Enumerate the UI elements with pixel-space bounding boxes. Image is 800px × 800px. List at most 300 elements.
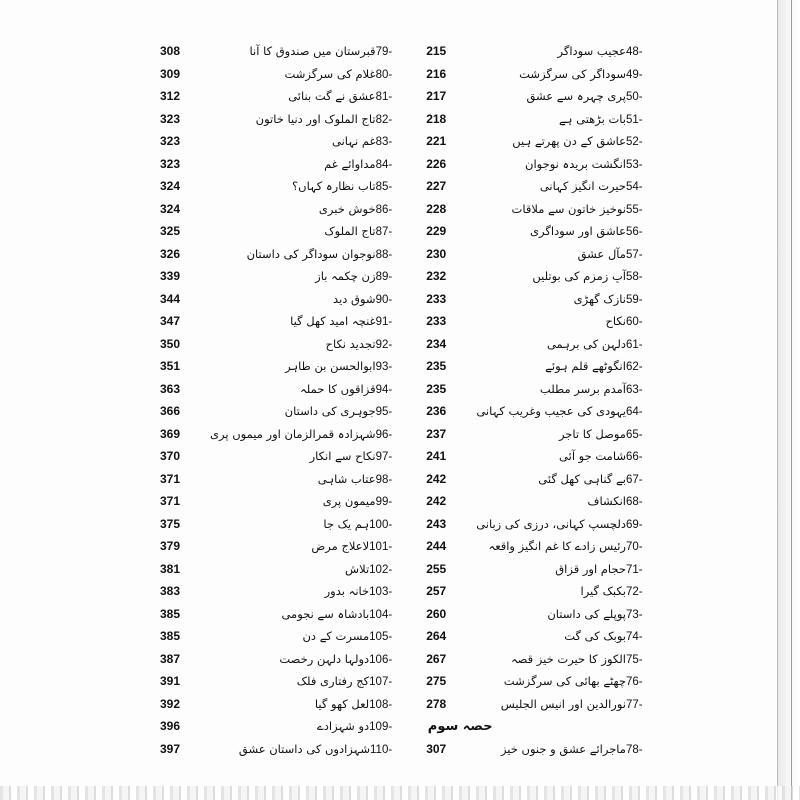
toc-entry xyxy=(160,535,392,558)
toc-entry-title: انکشاف xyxy=(587,494,626,509)
toc-page-number: 366 xyxy=(160,404,181,419)
toc-entry-title: رئیس زادے کا غم انگیز واقعہ xyxy=(488,539,626,554)
toc-entry-title: غنچہ امید کھل گیا xyxy=(290,314,376,329)
toc-entry-text xyxy=(470,337,642,351)
toc-page-number: 369 xyxy=(160,426,181,441)
toc-entry-text xyxy=(204,584,392,598)
toc-page-number: 323 xyxy=(160,111,181,126)
toc-entry xyxy=(160,558,392,581)
toc-entry-number: 69- xyxy=(625,518,643,531)
toc-entry-title: سوداگر کی سرگزشت xyxy=(519,66,626,81)
toc-entry xyxy=(426,333,642,356)
toc-entry-title: بوبک کی گت xyxy=(564,629,626,644)
toc-entry xyxy=(426,288,642,311)
toc-entry-title: کج رفتاری فلک xyxy=(296,674,370,689)
toc-page-number: 217 xyxy=(426,89,447,104)
toc-entry xyxy=(160,468,392,491)
toc-entry-number: 89- xyxy=(375,271,393,284)
toc-entry xyxy=(426,130,642,153)
toc-entry xyxy=(426,513,642,536)
toc-entry xyxy=(160,85,392,108)
toc-entry-title: پوپلے کی داستان xyxy=(547,606,626,621)
toc-page-number: 275 xyxy=(426,674,447,689)
toc-page-number: 326 xyxy=(160,246,181,261)
toc-entry-number: 64- xyxy=(625,406,643,419)
toc-entry xyxy=(426,535,642,558)
toc-entry-number: 94- xyxy=(375,383,393,396)
toc-page-number: 215 xyxy=(426,44,447,59)
toc-page-number: 324 xyxy=(160,179,181,194)
toc-entry-title: مسرت کے دن xyxy=(302,629,370,644)
toc-entry-text xyxy=(470,382,642,396)
toc-entry-title: عتاب شاہی xyxy=(317,471,376,486)
toc-entry-title: شوق دید xyxy=(333,291,376,306)
toc-page-number: 257 xyxy=(426,584,447,599)
toc-entry xyxy=(160,738,392,761)
toc-page-number: 339 xyxy=(160,269,181,284)
toc-entry-title: عاشق اور سوداگری xyxy=(530,224,626,239)
toc-entry xyxy=(160,130,392,153)
toc-entry-number: 88- xyxy=(375,248,393,261)
page-edge-line xyxy=(791,0,792,800)
toc-entry-title: تلاش xyxy=(345,561,370,576)
toc-entry-number: 95- xyxy=(375,406,393,419)
toc-entry xyxy=(160,423,392,446)
toc-entry-number: 105- xyxy=(369,631,393,644)
toc-entry xyxy=(426,85,642,108)
toc-entry-text xyxy=(204,112,392,126)
toc-entry-title: چھٹے بھائی کی سرگزشت xyxy=(503,674,626,689)
section-heading: حصہ سوم xyxy=(427,718,493,734)
toc-page-number: 371 xyxy=(160,494,181,509)
toc-entry-number: 71- xyxy=(625,563,643,576)
toc-entry-text xyxy=(470,67,642,81)
toc-entry-text xyxy=(470,517,642,531)
toc-entry xyxy=(426,310,642,333)
toc-entry-number: 66- xyxy=(625,451,643,464)
toc-page-number: 381 xyxy=(160,561,181,576)
toc-entry xyxy=(160,108,392,131)
toc-entry-text xyxy=(204,449,392,463)
toc-entry-title: مداوائے غم xyxy=(324,156,376,171)
toc-entry-title: یہودی کی عجیب وغریب کہانی xyxy=(476,404,626,419)
toc-entry-number: 74- xyxy=(625,631,643,644)
toc-entry-text xyxy=(204,472,392,486)
toc-entry-title: لاعلاج مرض xyxy=(311,539,370,554)
toc-page-number: 229 xyxy=(426,224,447,239)
toc-entry xyxy=(160,243,392,266)
toc-entry xyxy=(426,40,642,63)
toc-entry-text xyxy=(470,562,642,576)
toc-page-number: 243 xyxy=(426,516,447,531)
toc-page-number: 242 xyxy=(426,494,447,509)
toc-page-number: 218 xyxy=(426,111,447,126)
toc-page-number: 232 xyxy=(426,269,447,284)
toc-entry-title: نکاح سے انکار xyxy=(309,449,376,464)
toc-entry-number: 63- xyxy=(625,383,643,396)
toc-entry-number: 78- xyxy=(625,743,643,756)
toc-entry-text xyxy=(204,382,392,396)
toc-entry-number: 79- xyxy=(375,46,393,59)
toc-entry xyxy=(426,738,642,761)
toc-entry-text xyxy=(470,269,642,283)
toc-entry-title: الکوز کا حیرت خیز قصہ xyxy=(510,651,626,666)
toc-entry xyxy=(426,648,642,671)
toc-page-number: 227 xyxy=(426,179,447,194)
toc-page-number: 228 xyxy=(426,201,447,216)
toc-entry-text xyxy=(204,44,392,58)
toc-entry-text xyxy=(204,247,392,261)
section-heading-row xyxy=(426,715,642,738)
toc-entry-title: نوجوان سوداگر کی داستان xyxy=(246,246,376,261)
toc-entry xyxy=(160,378,392,401)
toc-entry-text xyxy=(204,652,392,666)
toc-entry xyxy=(160,63,392,86)
toc-entry xyxy=(426,265,642,288)
toc-entry-title: عاشق کے دن پھرتے ہیں xyxy=(512,134,626,149)
toc-entry-text xyxy=(204,742,392,756)
toc-entry xyxy=(426,198,642,221)
toc-entry-text xyxy=(204,157,392,171)
toc-entry-text xyxy=(204,337,392,351)
toc-entry-number: 87- xyxy=(375,226,393,239)
toc-entry xyxy=(426,243,642,266)
toc-entry xyxy=(426,63,642,86)
toc-page-number: 392 xyxy=(160,696,181,711)
toc-entry-title: نکاح xyxy=(605,314,626,329)
toc-entry-number: 107- xyxy=(369,676,393,689)
toc-entry xyxy=(160,648,392,671)
toc-entry-number: 81- xyxy=(375,91,393,104)
toc-entry-number: 67- xyxy=(625,473,643,486)
scan-bottom-strip xyxy=(0,786,800,800)
toc-entry-text xyxy=(470,44,642,58)
toc-entry xyxy=(426,670,642,693)
toc-entry-number: 104- xyxy=(369,608,393,621)
toc-entry-title: تجدید نکاح xyxy=(325,336,376,351)
toc-entry-number: 96- xyxy=(375,428,393,441)
toc-entry-title: جوہری کی داستان xyxy=(284,404,376,419)
toc-entry-number: 84- xyxy=(375,158,393,171)
toc-page-number: 397 xyxy=(160,741,181,756)
toc-entry xyxy=(426,220,642,243)
toc-entry-number: 65- xyxy=(625,428,643,441)
toc-entry xyxy=(426,378,642,401)
toc-page-number: 323 xyxy=(160,156,181,171)
toc-entry xyxy=(426,603,642,626)
toc-entry-text xyxy=(470,292,642,306)
toc-entry xyxy=(160,445,392,468)
toc-entry-number: 49- xyxy=(625,68,643,81)
toc-entry-text xyxy=(470,674,642,688)
toc-page-number: 344 xyxy=(160,291,181,306)
page-edge xyxy=(777,0,800,800)
toc-entry-title: عشق نے گت بنائی xyxy=(288,89,376,104)
toc-entry-title: شامت جو آئی xyxy=(559,449,626,464)
toc-page-number: 241 xyxy=(426,449,447,464)
toc-page-number: 375 xyxy=(160,516,181,531)
toc-page-number: 350 xyxy=(160,336,181,351)
toc-entry-title: غم نہانی xyxy=(332,134,376,149)
toc-entry xyxy=(426,108,642,131)
toc-entry-text xyxy=(470,157,642,171)
toc-page-number: 235 xyxy=(426,381,447,396)
toc-entry xyxy=(160,153,392,176)
toc-entry xyxy=(160,333,392,356)
toc-page-number: 379 xyxy=(160,539,181,554)
toc-entry-title: انگوٹھے قلم ہوئے xyxy=(545,359,626,374)
toc-column-left xyxy=(160,40,392,760)
toc-entry-text xyxy=(204,517,392,531)
toc-page-number: 235 xyxy=(426,359,447,374)
toc-entry-title: ہم یک جا xyxy=(323,516,370,531)
toc-page-number: 387 xyxy=(160,651,181,666)
toc-page-number: 385 xyxy=(160,606,181,621)
toc-entry xyxy=(426,558,642,581)
toc-entry-text xyxy=(204,494,392,508)
toc-entry-number: 73- xyxy=(625,608,643,621)
toc-entry xyxy=(160,175,392,198)
toc-entry-title: دو شہزادے xyxy=(317,719,370,734)
toc-page-number: 347 xyxy=(160,314,181,329)
toc-entry-title: آمدم برسر مطلب xyxy=(539,381,626,396)
toc-entry xyxy=(426,693,642,716)
toc-entry xyxy=(426,175,642,198)
toc-entry xyxy=(160,40,392,63)
toc-entry-number: 50- xyxy=(625,91,643,104)
toc-entry-title: تاب نظارہ کہاں؟ xyxy=(292,179,376,194)
toc-entry-title: تاج الملوک اور دنیا خاتون xyxy=(255,111,376,126)
toc-entry-number: 72- xyxy=(625,586,643,599)
toc-entry xyxy=(426,355,642,378)
toc-entry-title: دولہا دلہن رخصت xyxy=(279,651,370,666)
toc-page-number: 308 xyxy=(160,44,181,59)
toc-entry-text xyxy=(204,314,392,328)
toc-entry xyxy=(426,153,642,176)
toc-entry-title: موصل کا تاجر xyxy=(558,426,626,441)
toc-entry-number: 85- xyxy=(375,181,393,194)
toc-entry-title: قبرستان میں صندوق کا آنا xyxy=(249,44,376,59)
toc-page-number: 396 xyxy=(160,719,181,734)
toc-entry-title: انگشت بریدہ نوجوان xyxy=(525,156,626,171)
toc-page-number: 351 xyxy=(160,359,181,374)
toc-page-number: 233 xyxy=(426,291,447,306)
toc-page-number: 226 xyxy=(426,156,447,171)
toc-entry xyxy=(160,580,392,603)
toc-entry-title: غلام کی سرگزشت xyxy=(284,66,376,81)
toc-entry-text xyxy=(204,427,392,441)
toc-entry xyxy=(426,490,642,513)
toc-entry-number: 80- xyxy=(375,68,393,81)
toc-entry-text xyxy=(204,674,392,688)
toc-entry xyxy=(160,693,392,716)
toc-entry-number: 62- xyxy=(625,361,643,374)
toc-entry-title: زن چکمہ باز xyxy=(315,269,376,284)
toc-page-number: 244 xyxy=(426,539,447,554)
toc-entry-title: بے گناہی کھل گئی xyxy=(538,471,626,486)
toc-entry-title: ابوالحسن بن طاہر xyxy=(285,359,376,374)
toc-page-number: 371 xyxy=(160,471,181,486)
toc-entry-text xyxy=(204,134,392,148)
toc-entry-number: 103- xyxy=(369,586,393,599)
toc-entry-text xyxy=(204,607,392,621)
toc-entry xyxy=(160,715,392,738)
toc-page-number: 234 xyxy=(426,336,447,351)
toc-entry-text xyxy=(470,449,642,463)
toc-entry-number: 98- xyxy=(375,473,393,486)
toc-entry-title: پری چہرہ سے عشق xyxy=(526,89,626,104)
toc-entry-number: 92- xyxy=(375,338,393,351)
toc-page-number: 236 xyxy=(426,404,447,419)
toc-entry-title: لعل کھو گیا xyxy=(314,696,370,711)
toc-entry-text xyxy=(470,607,642,621)
toc-entry-text xyxy=(470,112,642,126)
toc-entry-title: بکبک گیرا xyxy=(580,584,626,599)
toc-entry-number: 86- xyxy=(375,203,393,216)
toc-page-number: 216 xyxy=(426,66,447,81)
toc-entry xyxy=(160,220,392,243)
toc-entry-number: 75- xyxy=(625,653,643,666)
toc-entry-title: خوش خبری xyxy=(318,201,376,216)
toc-page-number: 260 xyxy=(426,606,447,621)
table-of-contents xyxy=(160,40,643,760)
toc-page-number: 312 xyxy=(160,89,181,104)
toc-entry xyxy=(160,265,392,288)
toc-entry xyxy=(426,625,642,648)
toc-entry-text xyxy=(470,202,642,216)
toc-entry xyxy=(426,423,642,446)
toc-entry-number: 91- xyxy=(375,316,393,329)
toc-entry-title: شہزادوں کی داستان عشق xyxy=(238,741,371,756)
toc-entry-text xyxy=(470,494,642,508)
toc-entry xyxy=(160,490,392,513)
toc-entry xyxy=(426,580,642,603)
toc-entry-title: آبِ زمزم کی بوتلیں xyxy=(532,269,626,284)
toc-entry-title: خانہ بدور xyxy=(324,584,370,599)
toc-entry-text xyxy=(204,67,392,81)
toc-entry-text xyxy=(470,652,642,666)
toc-entry-text xyxy=(204,629,392,643)
toc-entry-text xyxy=(470,404,642,418)
toc-page-number: 255 xyxy=(426,561,447,576)
toc-entry-title: نازک گھڑی xyxy=(573,291,626,306)
toc-entry xyxy=(160,670,392,693)
toc-entry-number: 77- xyxy=(625,698,643,711)
toc-entry-title: تاج الملوک xyxy=(324,224,376,239)
toc-entry-number: 61- xyxy=(625,338,643,351)
toc-entry-number: 55- xyxy=(625,203,643,216)
toc-page-number: 324 xyxy=(160,201,181,216)
toc-page-number: 264 xyxy=(426,629,447,644)
toc-entry-number: 76- xyxy=(625,676,643,689)
toc-entry xyxy=(160,625,392,648)
toc-entry xyxy=(426,468,642,491)
toc-entry-title: دلچسپ کہانی، درزی کی زبانی xyxy=(476,516,626,531)
toc-entry-title: عجیب سوداگر xyxy=(557,44,626,59)
toc-entry-text xyxy=(470,427,642,441)
toc-column-right xyxy=(426,40,642,760)
toc-entry-text xyxy=(470,629,642,643)
toc-entry-number: 90- xyxy=(375,293,393,306)
toc-entry-text xyxy=(204,539,392,553)
toc-entry xyxy=(160,355,392,378)
toc-entry-title: بادشاہ سے نجومی xyxy=(281,606,370,621)
toc-page-number: 233 xyxy=(426,314,447,329)
toc-entry-title: مآل عشق xyxy=(577,246,626,261)
toc-entry-title: نورالدین اور انیس الجلیس xyxy=(500,696,626,711)
toc-entry-number: 59- xyxy=(625,293,643,306)
toc-entry xyxy=(160,288,392,311)
toc-entry xyxy=(160,513,392,536)
toc-page-number: 230 xyxy=(426,246,447,261)
toc-entry-text xyxy=(204,269,392,283)
toc-entry-title: نوخیز خاتون سے ملاقات xyxy=(511,201,626,216)
toc-entry-text xyxy=(204,359,392,373)
toc-entry-number: 97- xyxy=(375,451,393,464)
toc-entry-title: دلہن کی برہمی xyxy=(546,336,626,351)
toc-entry-number: 100- xyxy=(369,518,393,531)
toc-entry-number: 109- xyxy=(369,721,393,734)
toc-entry-number: 82- xyxy=(375,113,393,126)
toc-entry xyxy=(160,310,392,333)
toc-page-number: 267 xyxy=(426,651,447,666)
toc-entry-title: میمون پری xyxy=(322,494,376,509)
toc-entry-text xyxy=(204,404,392,418)
toc-page-number: 391 xyxy=(160,674,181,689)
toc-entry-text xyxy=(470,224,642,238)
toc-entry-number: 106- xyxy=(369,653,393,666)
toc-page-number: 383 xyxy=(160,584,181,599)
toc-entry-number: 54- xyxy=(625,181,643,194)
toc-entry-text xyxy=(470,584,642,598)
toc-entry-number: 48- xyxy=(625,46,643,59)
toc-entry-title: قزاقوں کا حملہ xyxy=(300,381,376,396)
toc-page-number: 307 xyxy=(426,741,447,756)
toc-entry-title: ماجرائے عشق و جنوں خیز xyxy=(500,741,626,756)
toc-entry-text xyxy=(470,539,642,553)
toc-entry-text xyxy=(204,224,392,238)
toc-entry-text xyxy=(470,359,642,373)
toc-entry-number: 56- xyxy=(625,226,643,239)
toc-page-number: 221 xyxy=(426,134,447,149)
toc-entry-number: 102- xyxy=(369,563,393,576)
toc-entry-text xyxy=(470,314,642,328)
toc-entry-number: 52- xyxy=(625,136,643,149)
toc-page-number: 242 xyxy=(426,471,447,486)
toc-entry-number: 51- xyxy=(625,113,643,126)
toc-entry-text xyxy=(204,292,392,306)
toc-entry-number: 83- xyxy=(375,136,393,149)
toc-entry-text xyxy=(204,562,392,576)
toc-entry-number: 60- xyxy=(625,316,643,329)
toc-entry-text xyxy=(204,719,392,733)
toc-entry-text xyxy=(470,134,642,148)
toc-page-number: 309 xyxy=(160,66,181,81)
toc-entry-title: شہزادہ قمرالزمان اور میموں پری xyxy=(210,426,376,441)
toc-page-number: 325 xyxy=(160,224,181,239)
toc-entry-number: 99- xyxy=(375,496,393,509)
toc-page-number: 323 xyxy=(160,134,181,149)
toc-entry-text xyxy=(470,89,642,103)
toc-entry-number: 101- xyxy=(369,541,393,554)
toc-entry-number: 53- xyxy=(625,158,643,171)
toc-entry-number: 110- xyxy=(370,743,393,756)
toc-entry-number: 68- xyxy=(625,496,643,509)
toc-entry-number: 57- xyxy=(625,248,643,261)
toc-entry xyxy=(160,603,392,626)
toc-page-number: 385 xyxy=(160,629,181,644)
toc-entry-text xyxy=(204,697,392,711)
